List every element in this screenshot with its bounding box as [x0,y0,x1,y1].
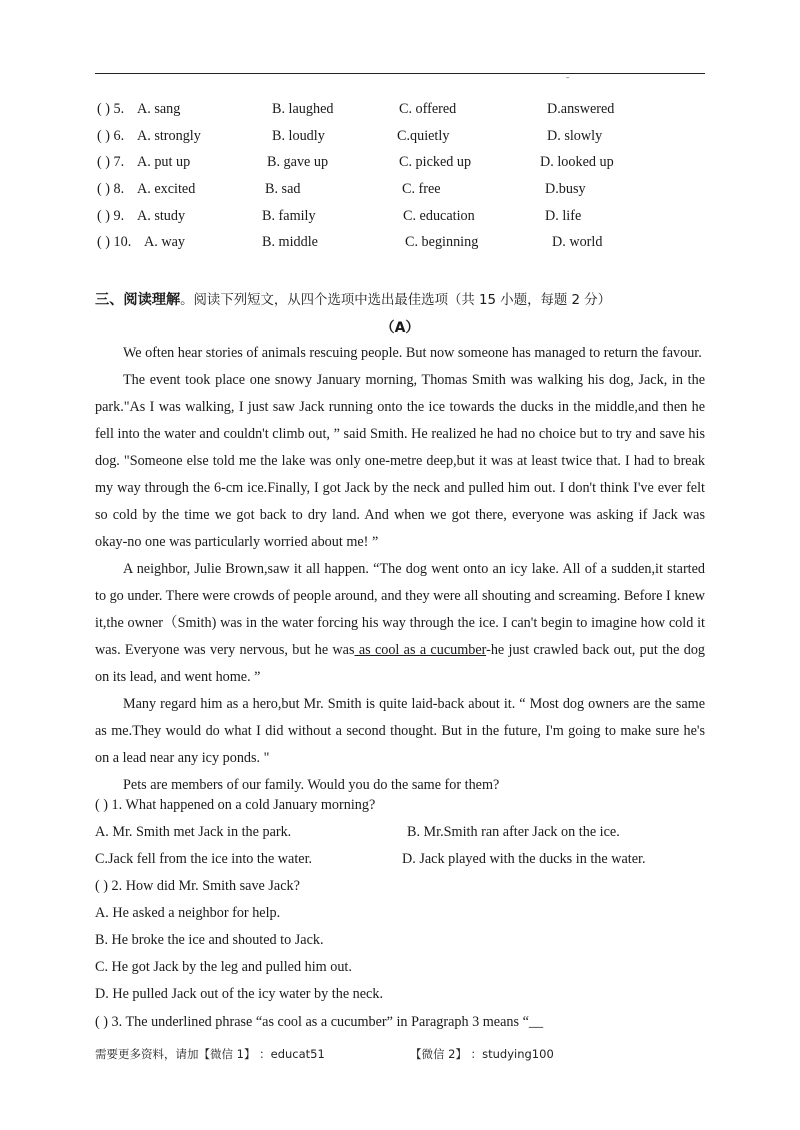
option-b: B. gave up [267,154,329,170]
option-c: C.quietly [397,128,450,144]
paragraph-2: The event took place one snowy January morning, Thomas Smith was walking his dog, Jack, in the park."As I was walking, I just saw Jack running onto the ice towards the ducks in the middle,and then he fell into the water and couldn't climb out, ” said Smith. He realized he had no choice but to try and save his dog. "Someone else told me the lake was only one-metre deep,but it was at least twice that. I had to break my way through the 6-cm ice.Finally, I got Jack by the neck and pulled him out. I don't think I've ever felt so cold by the time we got back to dry land. And when we got there, everyone was asking if Jack was okay-no one was particularly worried about me! ” [95,372,705,550]
cloze-paren[interactable]: ( ) 10. [97,234,132,250]
option-a: A. way [144,234,185,250]
paragraph-5: Pets are members of our family. Would you do the same for them? [123,777,500,793]
option-d: D. life [545,208,582,224]
question-2-stem[interactable]: ( ) 2. How did Mr. Smith save Jack? [95,878,300,894]
paragraph-3-after: -he just crawled back out, put the dog on its lead, and went home. ” [95,642,706,685]
reading-passage [95,340,705,799]
question-1-option-d[interactable]: D. Jack played with the ducks in the water. [402,851,646,867]
question-1-option-a[interactable]: A. Mr. Smith met Jack in the park. [95,824,292,840]
option-c: C. beginning [405,234,479,250]
question-2-option-a[interactable]: A. He asked a neighbor for help. [95,905,281,921]
question-1-option-b[interactable]: B. Mr.Smith ran after Jack on the ice. [407,824,620,840]
option-a: A. put up [137,154,191,170]
option-c: C. education [403,208,475,224]
option-c: C. picked up [399,154,472,170]
section-number: 三、 [95,292,124,308]
underlined-phrase: as cool as a cucumber [354,642,487,658]
cloze-paren[interactable]: ( ) 6. [97,128,125,144]
option-b: B. laughed [272,101,334,117]
option-a: A. sang [137,101,181,117]
option-a: A. study [137,208,186,224]
part-label: （A） [380,320,420,336]
question-1-stem[interactable]: ( ) 1. What happened on a cold January morning? [95,797,376,813]
section-instructions: 。阅读下列短文，从四个选项中选出最佳选项（共 15 小题，每题 2 分） [180,293,612,308]
cloze-paren[interactable]: ( ) 9. [97,208,125,224]
option-c: C. free [402,181,441,197]
cloze-paren[interactable]: ( ) 7. [97,154,125,170]
paragraph-3-before: A neighbor, Julie Brown,saw it all happen. “The dog went onto an icy lake. All of a sudden,it started to go under. There were crowds of people around, and they were all shouting and screaming. Before I knew it,the owner（Smith) was in the water forcing his way through the ice. I can't begin to imagine how cold it was. Everyone was very nervous, but he was [95,561,705,658]
header-mark: ˉ [566,76,570,87]
option-d: D.busy [545,181,586,197]
option-c: C. offered [399,101,457,117]
question-2-option-c[interactable]: C. He got Jack by the leg and pulled him out. [95,959,352,975]
option-b: B. sad [265,181,301,197]
option-d: D.answered [547,101,615,117]
option-d: D. looked up [540,154,614,170]
option-b: B. family [262,208,316,224]
footer-contact-2: 【微信 2】 ：studying100 [410,1047,554,1061]
paragraph-3 [95,556,705,691]
option-a: A. excited [137,181,196,197]
question-2-option-d[interactable]: D. He pulled Jack out of the icy water by the neck. [95,986,383,1002]
option-b: B. loudly [272,128,325,144]
option-d: D. world [552,234,603,250]
question-1-option-c[interactable]: C.Jack fell from the ice into the water. [95,851,313,867]
cloze-paren[interactable]: ( ) 5. [97,101,125,117]
question-3-stem[interactable]: ( ) 3. The underlined phrase “as cool as a cucumber” in Paragraph 3 means “__ [95,1014,544,1030]
section-heading [95,289,611,309]
question-2-option-b[interactable]: B. He broke the ice and shouted to Jack. [95,932,324,948]
footer-contact-1: 需要更多资料，请加【微信 1】 ：educat51 [95,1047,325,1061]
section-title: 阅读理解 [123,292,181,308]
paragraph-1: We often hear stories of animals rescuing people. But now someone has managed to return the favour. [123,345,702,361]
option-b: B. middle [262,234,318,250]
header-rule [95,73,705,74]
option-a: A. strongly [137,128,201,144]
paragraph-4: Many regard him as a hero,but Mr. Smith is quite laid-back about it. “ Most dog owners are the same as me.They would do what I did without a second thought. But in the future, I'm going to make sure he's on a lead near any icy ponds. " [95,696,705,766]
cloze-paren[interactable]: ( ) 8. [97,181,125,197]
option-d: D. slowly [547,128,603,144]
